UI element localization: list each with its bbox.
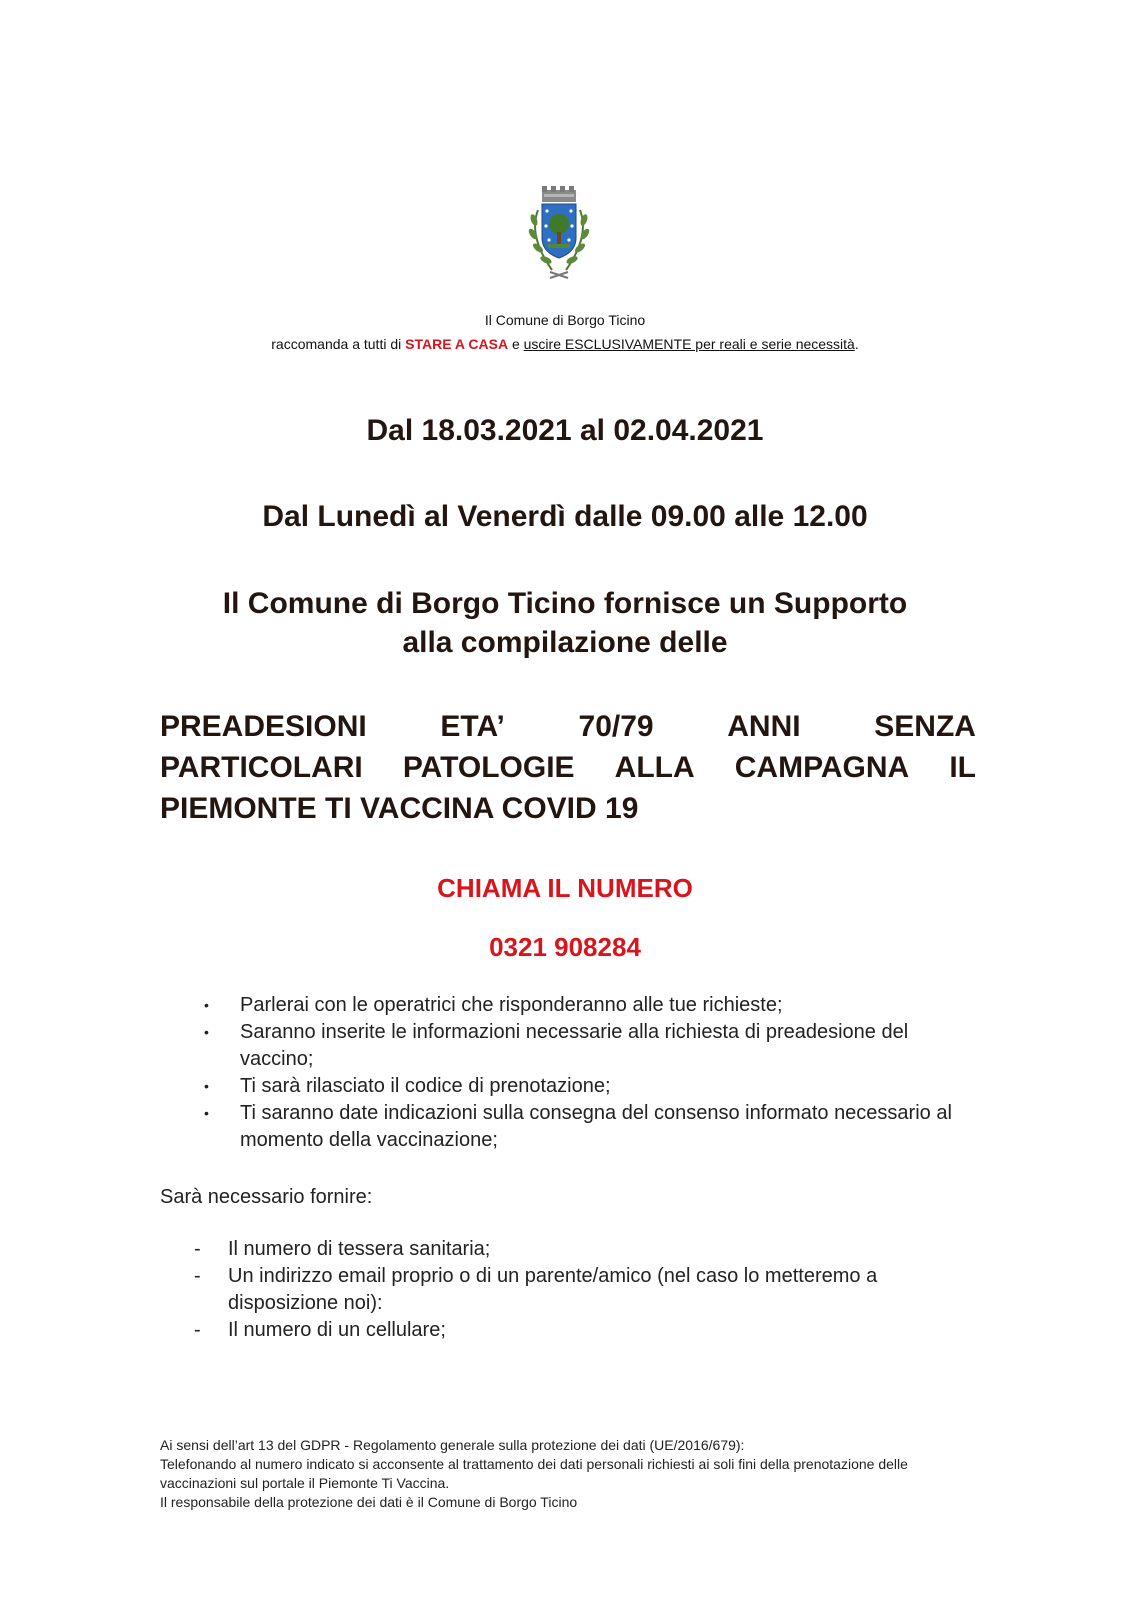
intro-prefix: raccomanda a tutti di [271, 336, 406, 352]
preadesioni-word: PREADESIONI [160, 710, 367, 743]
list-item [190, 1236, 970, 1263]
list-item-text: Parlerai con le operatrici che risponderanno alle tue richieste; [240, 994, 783, 1016]
intro-end: . [854, 336, 859, 352]
list-item [200, 1019, 980, 1073]
intro-mid: e [508, 336, 524, 352]
call-label: CHIAMA IL NUMERO [437, 873, 693, 903]
preadesioni-word: CAMPAGNA [734, 751, 910, 784]
bullet-marker: • [204, 1078, 209, 1094]
opening-hours-heading: Dal Lunedì al Venerdì dalle 09.00 alle 12.00 [262, 500, 868, 533]
coat-of-arms-icon [522, 186, 596, 282]
list-item [190, 1263, 970, 1317]
support-heading [0, 584, 1130, 662]
list-item-text: Ti saranno date indicazioni sulla consegna del consenso informato necessario al momento della vaccinazione; [240, 1102, 952, 1151]
gdpr-line-2: Telefonando al numero indicato si acconsente al trattamento dei dati personali richiesti ai soli fini della prenotazione delle vaccinazioni sul portale il Piemonte Ti Vaccina. [160, 1456, 908, 1491]
dash-marker: - [194, 1238, 201, 1260]
date-range-heading: Dal 18.03.2021 al 02.04.2021 [366, 414, 764, 447]
gdpr-line-3: Il responsabile della protezione dei dati è il Comune di Borgo Ticino [160, 1494, 578, 1510]
preadesioni-word: PARTICOLARI [160, 751, 363, 784]
bullet-marker: • [204, 1105, 209, 1121]
support-line-2: alla compilazione delle [402, 626, 728, 659]
gdpr-line-1: Ai sensi dell’art 13 del GDPR - Regolamento generale sulla protezione dei dati (UE/2016/679): [160, 1437, 745, 1453]
required-items-list [190, 1236, 970, 1344]
preadesioni-word: SENZA [874, 710, 976, 743]
bullet-marker: • [204, 1024, 209, 1040]
preadesioni-line-3: PIEMONTE TI VACCINA COVID 19 [160, 792, 639, 825]
preadesioni-word: 70/79 [578, 710, 654, 743]
phone-number[interactable]: 0321 908284 [489, 932, 641, 962]
dash-marker: - [194, 1265, 201, 1287]
preadesioni-block [160, 706, 976, 829]
preadesioni-word: ALLA [614, 751, 695, 784]
go-out-only-necessity: uscire ESCLUSIVAMENTE per reali e serie necessità [523, 336, 855, 352]
preadesioni-line-1 [160, 706, 976, 747]
list-item [190, 1317, 970, 1344]
preadesioni-word: ETA’ [440, 710, 505, 743]
list-item-text: Un indirizzo email proprio o di un parente/amico (nel caso lo metteremo a disposizione noi): [228, 1265, 878, 1314]
required-items-intro: Sarà necessario fornire: [160, 1186, 373, 1208]
gdpr-notice [160, 1436, 980, 1512]
list-item-text: Ti sarà rilasciato il codice di prenotazione; [240, 1075, 611, 1097]
support-line-1: Il Comune di Borgo Ticino fornisce un Supporto [222, 587, 908, 620]
list-item-text: Il numero di tessera sanitaria; [228, 1238, 491, 1260]
list-item-text: Saranno inserite le informazioni necessarie alla richiesta di preadesione del vaccino; [240, 1021, 909, 1070]
stay-home-emphasis: STARE A CASA [405, 336, 509, 352]
list-item-text: Il numero di un cellulare; [228, 1319, 446, 1341]
list-item [200, 1100, 980, 1154]
preadesioni-word: ANNI [727, 710, 801, 743]
list-item [200, 992, 980, 1019]
bullet-marker: • [204, 997, 209, 1013]
intro-recommendation [0, 332, 1130, 356]
list-item [200, 1073, 980, 1100]
intro-municipality: Il Comune di Borgo Ticino [484, 312, 646, 328]
preadesioni-word: PATOLOGIE [402, 751, 575, 784]
preadesioni-word: IL [949, 751, 976, 784]
info-bullet-list [200, 992, 980, 1154]
dash-marker: - [194, 1319, 201, 1341]
preadesioni-line-2 [160, 747, 976, 788]
